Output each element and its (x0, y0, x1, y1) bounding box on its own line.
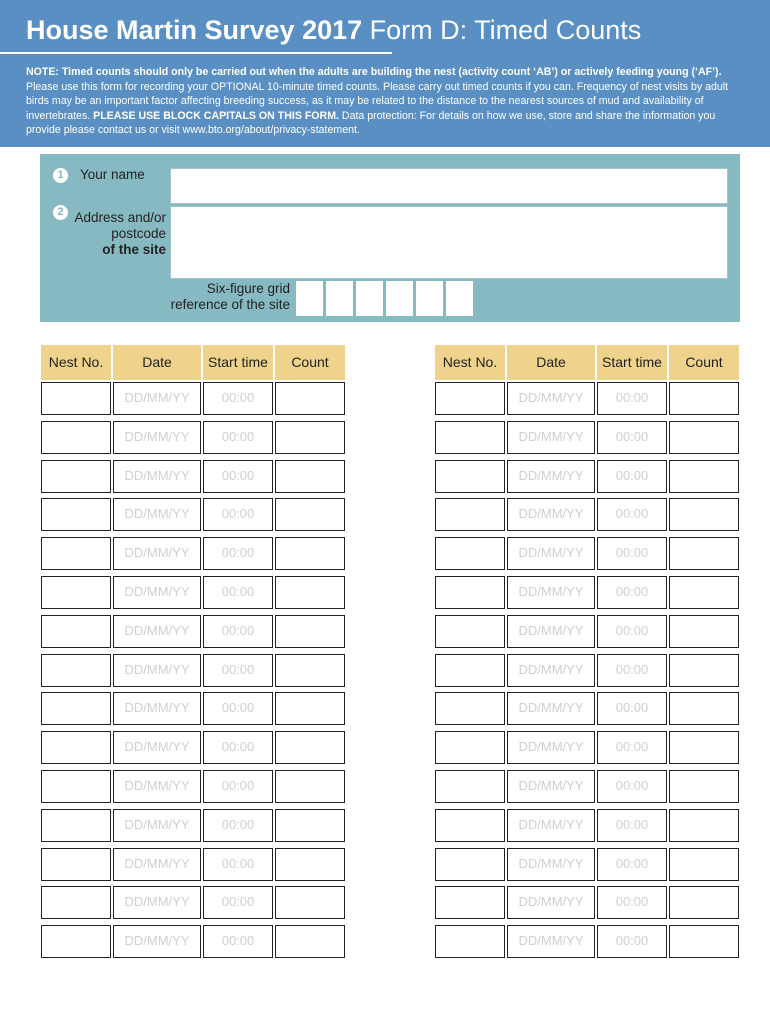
right-count-cell[interactable] (669, 770, 739, 803)
address-field[interactable] (170, 206, 728, 279)
right-date-cell[interactable]: DD/MM/YY (507, 848, 595, 881)
address-label-line1: Address and/or (74, 210, 166, 225)
left-nest-cell[interactable] (41, 498, 111, 531)
right-table-header-nest-no: Nest No. (435, 345, 505, 380)
left-nest-cell[interactable] (41, 421, 111, 454)
right-nest-cell[interactable] (435, 615, 505, 648)
left-time-cell[interactable]: 00:00 (203, 809, 273, 842)
left-count-cell[interactable] (275, 848, 345, 881)
right-nest-cell[interactable] (435, 886, 505, 919)
note-text-1: Please use this form for recording your OPTIONAL 10-minute timed counts. Please carry out timed counts if you can. Frequency of nest visits by adult birds may be an important factor affecting breeding success, as it may be related to the distance to the nearest sources of mud and availability of invertebrates. (26, 80, 729, 122)
left-date-cell[interactable]: DD/MM/YY (113, 460, 201, 493)
right-date-cell[interactable]: DD/MM/YY (507, 421, 595, 454)
left-count-cell[interactable] (275, 731, 345, 764)
grid-ref-label-line2: reference of the site (170, 297, 290, 312)
right-date-cell[interactable]: DD/MM/YY (507, 382, 595, 415)
left-count-cell[interactable] (275, 809, 345, 842)
right-time-cell[interactable]: 00:00 (597, 421, 667, 454)
right-time-cell[interactable]: 00:00 (597, 498, 667, 531)
left-time-cell[interactable]: 00:00 (203, 615, 273, 648)
grid-ref-digit-4[interactable] (386, 281, 413, 316)
left-count-cell[interactable] (275, 537, 345, 570)
left-count-cell[interactable] (275, 886, 345, 919)
right-nest-cell[interactable] (435, 925, 505, 958)
left-date-cell[interactable]: DD/MM/YY (113, 498, 201, 531)
left-date-cell[interactable]: DD/MM/YY (113, 692, 201, 725)
right-time-cell[interactable]: 00:00 (597, 886, 667, 919)
left-nest-cell[interactable] (41, 848, 111, 881)
left-nest-cell[interactable] (41, 809, 111, 842)
left-time-cell[interactable]: 00:00 (203, 421, 273, 454)
address-label (60, 210, 166, 258)
right-count-cell[interactable] (669, 692, 739, 725)
left-count-cell[interactable] (275, 576, 345, 609)
left-date-cell[interactable]: DD/MM/YY (113, 848, 201, 881)
right-nest-cell[interactable] (435, 770, 505, 803)
left-count-cell[interactable] (275, 460, 345, 493)
left-nest-cell[interactable] (41, 460, 111, 493)
title-survey: House Martin Survey 2017 (26, 15, 363, 45)
right-count-cell[interactable] (669, 382, 739, 415)
left-date-cell[interactable]: DD/MM/YY (113, 615, 201, 648)
header-band (0, 0, 770, 147)
right-date-cell[interactable]: DD/MM/YY (507, 809, 595, 842)
right-nest-cell[interactable] (435, 460, 505, 493)
left-time-cell[interactable]: 00:00 (203, 848, 273, 881)
right-table-header-start-time: Start time (597, 345, 667, 380)
step-1-badge: 1 (53, 168, 68, 183)
form-title (26, 16, 641, 46)
note-block-capitals: PLEASE USE BLOCK CAPITALS ON THIS FORM. (93, 109, 339, 122)
right-count-cell[interactable] (669, 421, 739, 454)
right-nest-cell[interactable] (435, 576, 505, 609)
note-paragraph (26, 65, 742, 138)
left-time-cell[interactable]: 00:00 (203, 886, 273, 919)
right-date-cell[interactable]: DD/MM/YY (507, 576, 595, 609)
left-time-cell[interactable]: 00:00 (203, 382, 273, 415)
left-nest-cell[interactable] (41, 615, 111, 648)
left-date-cell[interactable]: DD/MM/YY (113, 537, 201, 570)
right-date-cell[interactable]: DD/MM/YY (507, 692, 595, 725)
right-time-cell[interactable]: 00:00 (597, 848, 667, 881)
left-time-cell[interactable]: 00:00 (203, 770, 273, 803)
address-label-line3: of the site (102, 242, 166, 257)
step-2-badge: 2 (53, 205, 68, 220)
right-count-cell[interactable] (669, 615, 739, 648)
left-count-cell[interactable] (275, 498, 345, 531)
grid-ref-digit-1[interactable] (296, 281, 323, 316)
right-date-cell[interactable]: DD/MM/YY (507, 654, 595, 687)
note-text-2: Data protection: For details on how we use, store and share the information you provide please contact us or visit www.bto.org/about/privacy-statement. (26, 109, 716, 137)
right-time-cell[interactable]: 00:00 (597, 654, 667, 687)
grid-ref-digit-6[interactable] (446, 281, 473, 316)
right-nest-cell[interactable] (435, 421, 505, 454)
right-count-cell[interactable] (669, 654, 739, 687)
right-time-cell[interactable]: 00:00 (597, 925, 667, 958)
left-date-cell[interactable]: DD/MM/YY (113, 886, 201, 919)
right-nest-cell[interactable] (435, 692, 505, 725)
right-count-cell[interactable] (669, 886, 739, 919)
left-table-header-date: Date (113, 345, 201, 380)
right-count-cell[interactable] (669, 460, 739, 493)
right-nest-cell[interactable] (435, 848, 505, 881)
left-date-cell[interactable]: DD/MM/YY (113, 925, 201, 958)
right-count-cell[interactable] (669, 731, 739, 764)
your-name-label: Your name (80, 167, 145, 182)
left-date-cell[interactable]: DD/MM/YY (113, 421, 201, 454)
title-underline (0, 52, 392, 54)
left-count-cell[interactable] (275, 421, 345, 454)
right-time-cell[interactable]: 00:00 (597, 537, 667, 570)
right-count-cell[interactable] (669, 537, 739, 570)
left-count-cell[interactable] (275, 382, 345, 415)
right-time-cell[interactable]: 00:00 (597, 615, 667, 648)
left-time-cell[interactable]: 00:00 (203, 925, 273, 958)
right-date-cell[interactable]: DD/MM/YY (507, 731, 595, 764)
your-name-field[interactable] (170, 168, 728, 204)
left-time-cell[interactable]: 00:00 (203, 576, 273, 609)
left-count-cell[interactable] (275, 654, 345, 687)
right-nest-cell[interactable] (435, 498, 505, 531)
title-form: Form D: Timed Counts (369, 15, 642, 45)
left-nest-cell[interactable] (41, 731, 111, 764)
right-date-cell[interactable]: DD/MM/YY (507, 615, 595, 648)
address-label-line2: postcode (111, 226, 166, 241)
right-count-cell[interactable] (669, 925, 739, 958)
left-time-cell[interactable]: 00:00 (203, 460, 273, 493)
left-nest-cell[interactable] (41, 537, 111, 570)
right-count-cell[interactable] (669, 498, 739, 531)
right-date-cell[interactable]: DD/MM/YY (507, 925, 595, 958)
left-nest-cell[interactable] (41, 925, 111, 958)
right-time-cell[interactable]: 00:00 (597, 770, 667, 803)
left-nest-cell[interactable] (41, 692, 111, 725)
left-date-cell[interactable]: DD/MM/YY (113, 576, 201, 609)
right-date-cell[interactable]: DD/MM/YY (507, 886, 595, 919)
right-time-cell[interactable]: 00:00 (597, 382, 667, 415)
left-nest-cell[interactable] (41, 886, 111, 919)
left-nest-cell[interactable] (41, 654, 111, 687)
grid-ref-digit-5[interactable] (416, 281, 443, 316)
right-date-cell[interactable]: DD/MM/YY (507, 770, 595, 803)
left-table-header-nest-no: Nest No. (41, 345, 111, 380)
left-time-cell[interactable]: 00:00 (203, 498, 273, 531)
left-count-cell[interactable] (275, 692, 345, 725)
right-nest-cell[interactable] (435, 731, 505, 764)
right-count-cell[interactable] (669, 576, 739, 609)
right-count-cell[interactable] (669, 809, 739, 842)
left-time-cell[interactable]: 00:00 (203, 654, 273, 687)
left-nest-cell[interactable] (41, 576, 111, 609)
right-date-cell[interactable]: DD/MM/YY (507, 498, 595, 531)
grid-ref-label (140, 281, 290, 313)
grid-ref-digit-3[interactable] (356, 281, 383, 316)
left-nest-cell[interactable] (41, 382, 111, 415)
right-time-cell[interactable]: 00:00 (597, 460, 667, 493)
left-count-cell[interactable] (275, 770, 345, 803)
grid-ref-label-line1: Six-figure grid (206, 281, 290, 296)
left-time-cell[interactable]: 00:00 (203, 731, 273, 764)
right-nest-cell[interactable] (435, 654, 505, 687)
left-date-cell[interactable]: DD/MM/YY (113, 770, 201, 803)
right-table-header-count: Count (669, 345, 739, 380)
left-date-cell[interactable]: DD/MM/YY (113, 731, 201, 764)
right-time-cell[interactable]: 00:00 (597, 809, 667, 842)
left-table-header-count: Count (275, 345, 345, 380)
right-date-cell[interactable]: DD/MM/YY (507, 460, 595, 493)
right-date-cell[interactable]: DD/MM/YY (507, 537, 595, 570)
left-date-cell[interactable]: DD/MM/YY (113, 809, 201, 842)
grid-ref-digit-2[interactable] (326, 281, 353, 316)
left-count-cell[interactable] (275, 615, 345, 648)
note-bold-lead: NOTE: Timed counts should only be carried out when the adults are building the nest (activity count ‘AB’) or actively feeding young (‘AF’). (26, 66, 722, 78)
right-nest-cell[interactable] (435, 382, 505, 415)
right-time-cell[interactable]: 00:00 (597, 576, 667, 609)
right-count-cell[interactable] (669, 848, 739, 881)
right-time-cell[interactable]: 00:00 (597, 692, 667, 725)
right-nest-cell[interactable] (435, 809, 505, 842)
left-date-cell[interactable]: DD/MM/YY (113, 654, 201, 687)
left-time-cell[interactable]: 00:00 (203, 537, 273, 570)
left-date-cell[interactable]: DD/MM/YY (113, 382, 201, 415)
left-time-cell[interactable]: 00:00 (203, 692, 273, 725)
left-nest-cell[interactable] (41, 770, 111, 803)
right-time-cell[interactable]: 00:00 (597, 731, 667, 764)
right-table-header-date: Date (507, 345, 595, 380)
right-nest-cell[interactable] (435, 537, 505, 570)
left-table-header-start-time: Start time (203, 345, 273, 380)
left-count-cell[interactable] (275, 925, 345, 958)
